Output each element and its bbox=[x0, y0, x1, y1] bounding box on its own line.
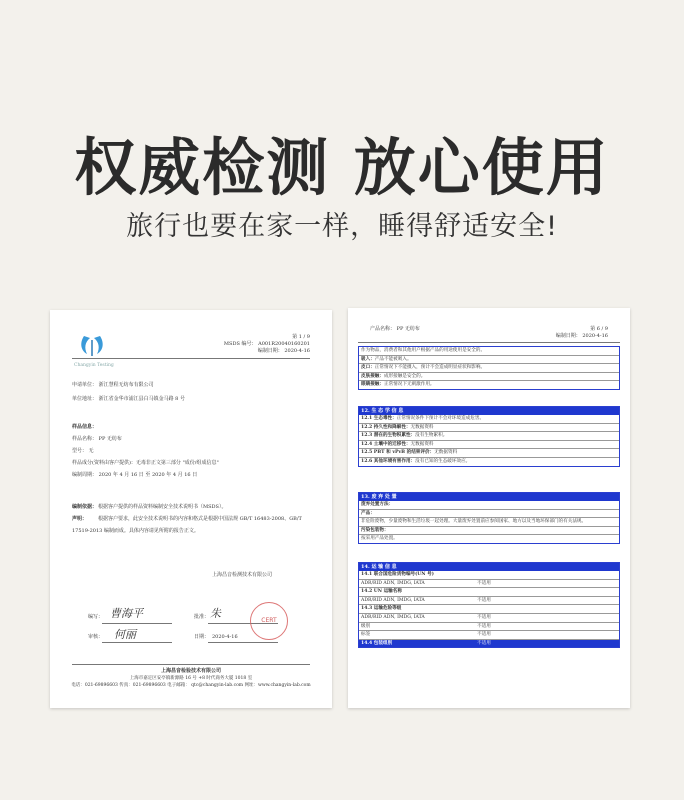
section-12-title: 12. 生 态 学 信 息 bbox=[359, 407, 619, 415]
table-row bbox=[359, 580, 619, 589]
table-row bbox=[359, 614, 619, 623]
date-label: 日期： bbox=[194, 634, 210, 640]
table-row bbox=[359, 432, 619, 441]
editor-signature: 曹海平 bbox=[110, 607, 143, 620]
row-key: 12.5 PBT 和 vPvB 的结果评价： bbox=[361, 450, 435, 456]
header-rule bbox=[72, 358, 310, 359]
row-value: ADR/RID ADN, IMDG, IATA bbox=[361, 614, 425, 620]
sample-model: 型号： 无 bbox=[72, 448, 94, 454]
table-row bbox=[359, 364, 619, 373]
reviewer-label: 审核： bbox=[88, 634, 104, 640]
row-applicability: 不适用 bbox=[477, 623, 491, 629]
row-key: 污染包装物： bbox=[361, 527, 389, 533]
table-row bbox=[359, 356, 619, 365]
statement-line-2: 17519-2013 编制而成。具体内容请见所附的报告正文。 bbox=[72, 528, 199, 534]
sample-info-label: 样品信息： bbox=[72, 424, 98, 430]
table-row bbox=[359, 449, 619, 458]
row-value: 级别 bbox=[361, 623, 371, 629]
table-row bbox=[359, 415, 619, 424]
company-seal: CERT bbox=[250, 602, 288, 640]
table-row bbox=[359, 631, 619, 640]
statement-label: 声明： bbox=[72, 516, 88, 522]
row-value: ADR/RID ADN, IMDG, IATA bbox=[361, 597, 425, 603]
row-value: 无数据资料 bbox=[434, 450, 458, 456]
editor-label: 编写： bbox=[88, 614, 104, 620]
row-value: 正常情况下不能摄入，预计不会造成明显症状和影响。 bbox=[374, 365, 486, 371]
table-row bbox=[359, 597, 619, 606]
basis-text: 根据客户提供的样品资料编制安全技术说明书（MSDS）。 bbox=[98, 504, 227, 510]
footer-rule bbox=[72, 664, 310, 665]
row-key: 14.1 联合国危险货物编号(UN 号) bbox=[361, 572, 434, 577]
sample-name: 样品名称： PP 无纺布 bbox=[72, 436, 122, 442]
table-row bbox=[359, 373, 619, 382]
row-applicability: 不适用 bbox=[477, 632, 491, 638]
logo-caption: Changyin Testing bbox=[74, 363, 114, 368]
product-name: 产品名称： PP 无纺布 bbox=[370, 326, 420, 332]
row-key: 12.2 持久性和降解性： bbox=[361, 424, 411, 430]
table-row bbox=[359, 588, 619, 597]
footer-company: 上海昌音检验技术有限公司 bbox=[160, 668, 221, 674]
row-value: 成形接触是安全的。 bbox=[383, 373, 426, 379]
headline: 权威检测 放心使用 bbox=[74, 131, 610, 204]
section-13-disposal bbox=[358, 492, 620, 544]
row-value: 正常情况条件下预计不会对环境造成危害。 bbox=[396, 416, 485, 421]
page-number: 第 1 / 9 bbox=[292, 334, 310, 340]
row-key: 眼睛接触： bbox=[361, 382, 384, 388]
row-value: 产品不能被吸入。 bbox=[374, 356, 412, 362]
section-14-transport bbox=[358, 562, 620, 648]
table-row bbox=[359, 623, 619, 632]
first-aid-section bbox=[358, 346, 620, 390]
msds-page-6 bbox=[348, 308, 630, 708]
approver-label: 批准： bbox=[194, 614, 210, 620]
row-key: 废弃处置方法： bbox=[361, 502, 394, 507]
table-row bbox=[359, 501, 619, 510]
table-row bbox=[359, 441, 619, 450]
msds-cover-page bbox=[50, 310, 332, 708]
statement-line-1: 根据客户要求，此安全技术说明书的内容和格式是根据中国法规 GB/T 16483-2008、GB/T bbox=[98, 516, 302, 522]
row-applicability: 不适用 bbox=[477, 640, 491, 646]
row-value: 非危险废物，少量废物和生活垃圾一起处理。大量废弃处置前应参阅国家、地方以及当地环保部门的有关法规。 bbox=[361, 519, 587, 525]
row-value: ADR/RID ADN, IMDG, IATA bbox=[361, 580, 425, 586]
msds-number: MSDS 编号： A001R20040160201 bbox=[223, 341, 310, 347]
row-key: 14.4 包装组别 bbox=[361, 640, 393, 646]
basis-label: 编制依据： bbox=[72, 504, 98, 510]
table-row bbox=[359, 535, 619, 543]
date-line bbox=[208, 642, 278, 643]
issuing-company: 上海昌音检测技术有限公司 bbox=[212, 572, 273, 578]
footer-address: 上海市嘉定区安亭镇新源路 16 号 +8 时代商务大厦 1018 室 bbox=[129, 676, 253, 681]
compile-date: 编制日期： 2020-4-16 bbox=[257, 348, 310, 354]
row-value: 按采用产品处置。 bbox=[361, 536, 398, 542]
table-row bbox=[359, 510, 619, 519]
row-value: 作为物品，消费者和其他用户根据产品的用途使用是安全的。 bbox=[361, 348, 486, 353]
row-key: 14.3 运输危险等级 bbox=[361, 606, 402, 612]
row-value: 无数据资料 bbox=[410, 424, 434, 430]
table-row bbox=[359, 571, 619, 580]
row-value: 正常情况下无刺激作用。 bbox=[383, 382, 435, 388]
table-row bbox=[359, 518, 619, 527]
row-applicability: 不适用 bbox=[477, 614, 491, 620]
row-applicability: 不适用 bbox=[477, 597, 491, 603]
row-key: 产品： bbox=[361, 510, 375, 516]
table-row bbox=[359, 640, 619, 648]
row-value: 没有生物累积。 bbox=[415, 433, 448, 439]
editor-line bbox=[102, 623, 172, 624]
address: 单位地址： 浙江省金华市浦江县白马镇金马路 8 号 bbox=[72, 396, 185, 402]
page-number: 第 6 / 9 bbox=[590, 326, 608, 332]
table-row bbox=[359, 458, 619, 466]
applicant: 申请单位： 浙江慧程无纺布有限公司 bbox=[72, 382, 154, 388]
section-14-title: 14. 运 输 信 息 bbox=[359, 563, 619, 571]
row-applicability: 不适用 bbox=[477, 580, 491, 586]
header-rule bbox=[358, 342, 620, 343]
reviewer-signature: 何丽 bbox=[114, 628, 136, 641]
row-key: 皮肤接触： bbox=[361, 373, 384, 379]
subline: 旅行也要在家一样，睡得舒适安全! bbox=[126, 211, 558, 242]
compile-date: 编制日期： 2020-4-16 bbox=[555, 333, 608, 339]
row-value: 没有已知的生态破坏效应。 bbox=[415, 458, 471, 464]
row-key: 14.2 UN 运输名称 bbox=[361, 589, 402, 595]
row-key: 12.6 其他环境有害作用： bbox=[361, 458, 416, 464]
table-row bbox=[359, 381, 619, 389]
footer-contact: 电话：021-69896603 传真：021-69896603 电子邮箱： qtc@changyin-lab.com 网址：www.changyin-lab.com bbox=[71, 683, 311, 688]
table-row bbox=[359, 605, 619, 614]
compile-period: 编制周期： 2020 年 4 月 16 日 至 2020 年 4 月 16 日 bbox=[72, 472, 198, 478]
section-12-ecology bbox=[358, 406, 620, 467]
row-value: 无数据资料 bbox=[410, 441, 434, 447]
table-row bbox=[359, 347, 619, 356]
date-value: 2020-4-16 bbox=[212, 634, 238, 640]
section-13-title: 13. 废 弃 处 置 bbox=[359, 493, 619, 501]
row-value: 标签 bbox=[361, 632, 371, 638]
row-key: 12.3 潜在的生物积累性： bbox=[361, 433, 416, 439]
sample-composition: 样品成分(资料由客户提供)：无毒非正文第三部分 "成份/组成信息" bbox=[72, 460, 219, 466]
reviewer-line bbox=[102, 642, 172, 643]
approver-signature: 朱 bbox=[210, 607, 221, 620]
table-row bbox=[359, 527, 619, 536]
row-key: 吸入： bbox=[361, 356, 375, 362]
row-key: 12.1 生态毒性： bbox=[361, 416, 397, 421]
row-key: 12.4 土壤中的迁移性： bbox=[361, 441, 411, 447]
table-row bbox=[359, 424, 619, 433]
row-key: 皮口： bbox=[361, 365, 375, 371]
